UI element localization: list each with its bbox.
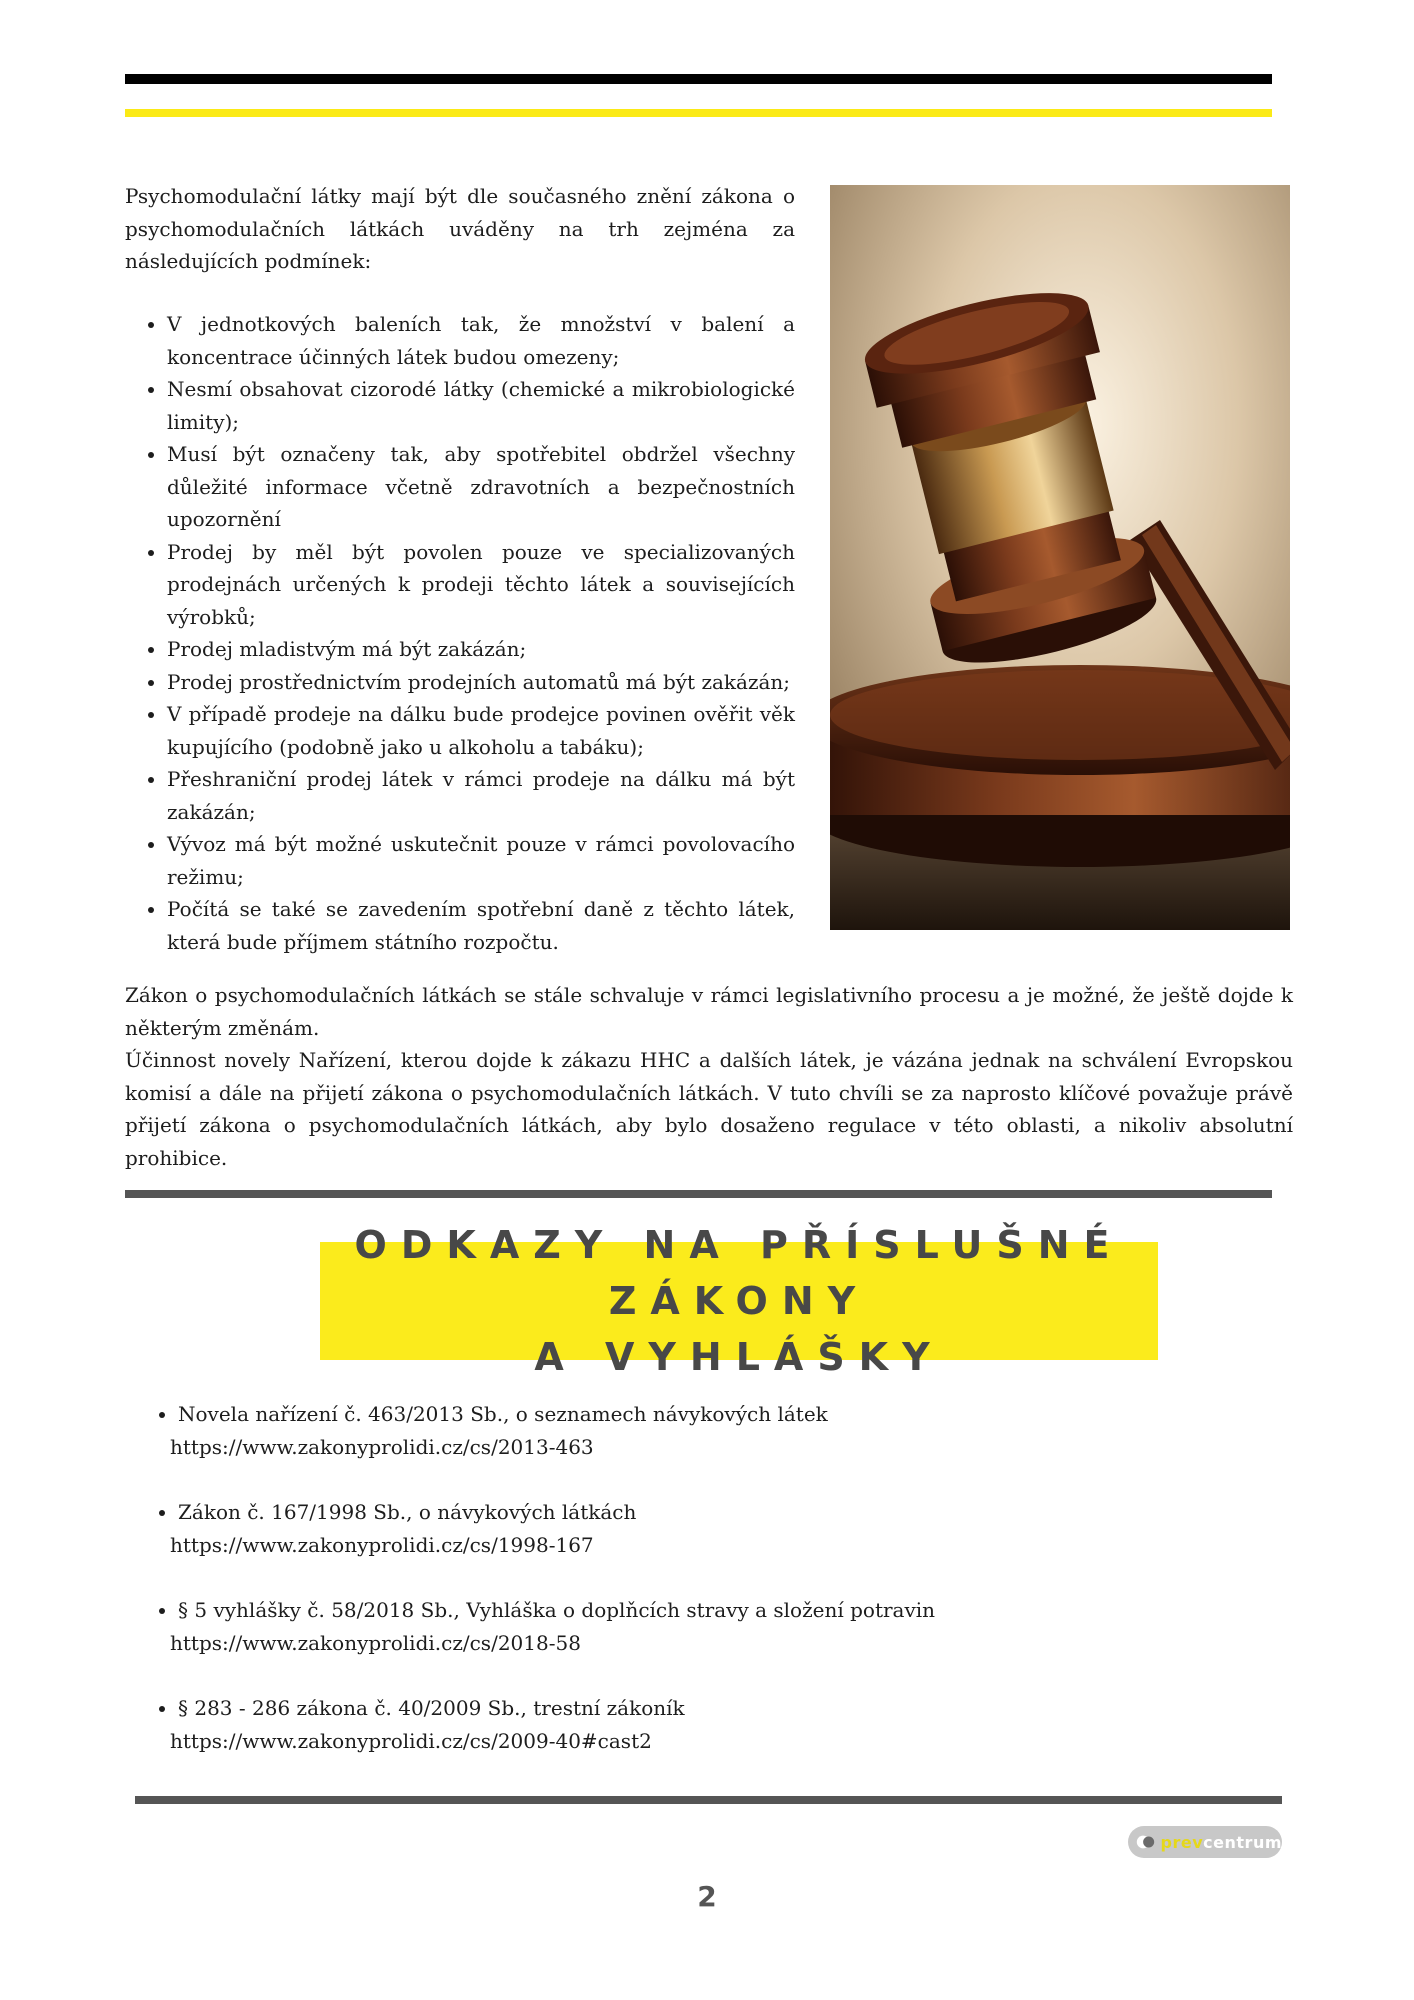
reference-url: https://www.zakonyprolidi.cz/cs/2009-40#cast2 xyxy=(170,1729,652,1753)
gavel-image xyxy=(830,185,1290,930)
reference-item xyxy=(170,1692,1050,1758)
list-item: • Prodej prostřednictvím prodejních automatů má být zakázán; xyxy=(167,666,795,699)
reference-url: https://www.zakonyprolidi.cz/cs/1998-167 xyxy=(170,1533,594,1557)
section-heading xyxy=(320,1217,1158,1385)
reference-title: Zákon č. 167/1998 Sb., o návykových látkách xyxy=(178,1500,637,1524)
paragraph-legislation: Zákon o psychomodulačních látkách se stále schvaluje v rámci legislativního procesu a je možné, že ještě dojde k některým změnám. xyxy=(125,983,1293,1040)
reference-url: https://www.zakonyprolidi.cz/cs/2013-463 xyxy=(170,1435,594,1459)
list-item: • Počítá se také se zavedením spotřební daně z těchto látek, která bude příjmem státního rozpočtu. xyxy=(167,893,795,958)
reference-item xyxy=(170,1496,1050,1562)
closing-paragraphs xyxy=(125,979,1293,1174)
reference-item xyxy=(170,1594,1050,1660)
top-divider-black xyxy=(125,74,1272,84)
list-item: • Vývoz má být možné uskutečnit pouze v rámci povolovacího režimu; xyxy=(167,828,795,893)
conditions-list xyxy=(125,308,795,958)
section-divider xyxy=(125,1190,1272,1198)
reference-title: § 5 vyhlášky č. 58/2018 Sb., Vyhláška o doplňcích stravy a složení potravin xyxy=(178,1598,936,1622)
bottom-divider xyxy=(135,1796,1282,1804)
heading-line-1: ODKAZY NA PŘÍSLUŠNÉ ZÁKONY xyxy=(354,1223,1124,1323)
references-list xyxy=(150,1398,1050,1790)
reference-title: § 283 - 286 zákona č. 40/2009 Sb., trestní zákoník xyxy=(178,1696,685,1720)
list-item: • V případě prodeje na dálku bude prodejce povinen ověřit věk kupujícího (podobně jako u alkoholu a tabáku); xyxy=(167,698,795,763)
top-divider-yellow xyxy=(125,109,1272,117)
heading-line-2: A VYHLÁŠKY xyxy=(534,1335,944,1379)
list-item: • V jednotkových baleních tak, že množství v balení a koncentrace účinných látek budou omezeny; xyxy=(167,308,795,373)
logo-text: prevcentrum xyxy=(1160,1832,1282,1852)
section-heading-box xyxy=(320,1223,1158,1379)
list-item: • Prodej by měl být povolen pouze ve specializovaných prodejnách určených k prodeji těchto látek a souvisejících výrobků; xyxy=(167,536,795,634)
paragraph-effectiveness: Účinnost novely Nařízení, kterou dojde k zákazu HHC a dalších látek, je vázána jednak na schválení Evropskou komisí a dále na přijetí zákona o psychomodulačních látkách. V tuto chvíli se za naprosto klíčové považuje právě přijetí zákona o psychomodulačních látkách, aby bylo dosaženo regulace v této oblasti, a nikoliv absolutní prohibice. xyxy=(125,1048,1293,1170)
page-number: 2 xyxy=(697,1880,717,1913)
list-item: • Nesmí obsahovat cizorodé látky (chemické a mikrobiologické limity); xyxy=(167,373,795,438)
reference-url: https://www.zakonyprolidi.cz/cs/2018-58 xyxy=(170,1631,581,1655)
list-item: • Musí být označeny tak, aby spotřebitel obdržel všechny důležité informace včetně zdravotních a bezpečnostních upozornění xyxy=(167,438,795,536)
logo-mark-icon xyxy=(1136,1833,1157,1851)
list-item: • Prodej mladistvým má být zakázán; xyxy=(167,633,795,666)
reference-title: Novela nařízení č. 463/2013 Sb., o seznamech návykových látek xyxy=(178,1402,828,1426)
intro-text: Psychomodulační látky mají být dle současného znění zákona o psychomodulačních látkách uváděny na trh zejména za následujících podmínek: xyxy=(125,184,795,273)
reference-item xyxy=(170,1398,1050,1464)
list-item: • Přeshraniční prodej látek v rámci prodeje na dálku má být zakázán; xyxy=(167,763,795,828)
prevcentrum-logo xyxy=(1128,1826,1282,1858)
